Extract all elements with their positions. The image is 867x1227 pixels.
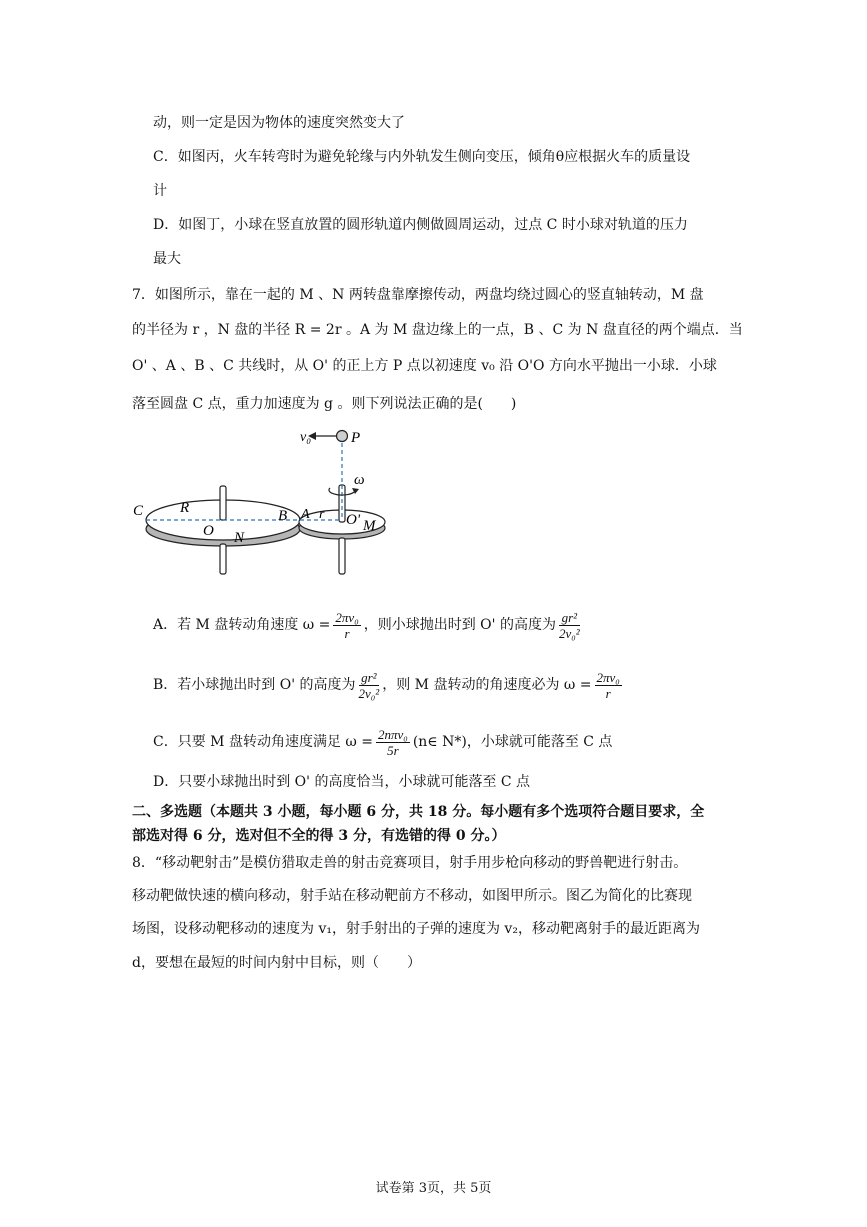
question-7-line: 7．如图所示，靠在一起的 M 、N 两转盘靠摩擦传动，两盘均绕过圆心的竖直轴转动，M 盘 [132,287,704,303]
numerator: 2πv₀ [335,609,359,625]
option-a-text: ，则小球抛出时到 O' 的高度为 [363,617,556,633]
question-8-line: 场图，设移动靶移动的速度为 v₁，射手射出的子弹的速度为 v₂，移动靶离射手的最近距离为 [132,921,700,937]
text-line: 计 [153,183,167,199]
numerator: 2nπv₀ [378,726,408,742]
option-c-text: C．只要 M 盘转动角速度满足 ω = [153,734,373,750]
n-axle-bottom [220,544,226,574]
option-d-line: D．如图丁，小球在竖直放置的圆形轨道内侧做圆周运动，过点 C 时小球对轨道的压力 [153,217,688,233]
label-r-big: R [180,500,190,516]
label-omega: ω [354,472,365,488]
option-b [153,664,625,706]
option-b-text: B．若小球抛出时到 O' 的高度为 [153,677,356,693]
question-8-line: 移动靶做快速的横向移动，射手站在移动靶前方不移动，如图甲所示。图乙为简化的比赛现 [132,888,692,904]
fraction [376,727,410,758]
denominator: 5r [387,742,399,758]
numerator: gr² [359,670,380,686]
text-line: 动，则一定是因为物体的速度突然变大了 [153,115,405,131]
option-c [153,721,612,763]
label-o: O [203,523,214,539]
denominator: r [344,625,350,641]
m-axle-bottom [339,538,345,574]
label-a: A [301,507,310,522]
label-p: P [351,430,361,446]
fraction [595,670,622,701]
option-b-text: ，则 M 盘转动的角速度必为 ω = [382,677,592,693]
label-n: N [234,530,245,546]
denominator: r [605,685,611,701]
question-7-line: 的半径为 r ，N 盘的半径 R = 2r 。A 为 M 盘边缘上的一点，B 、C 为 N 盘直径的两个端点．当 [132,322,743,338]
question-7-line: 落至圆盘 C 点，重力加速度为 g 。则下列说法正确的是( ) [132,396,517,412]
option-c-text: (n∈ N*)，小球就可能落至 C 点 [412,734,613,750]
text-line: 最大 [153,251,181,267]
label-b: B [278,508,288,524]
label-v0: v₀ [300,430,312,445]
question-8-line: 8．“移动靶射击”是模仿猎取走兽的射击竞赛项目，射手用步枪向移动的野兽靶进行射击。 [132,855,688,871]
question-8-line: d，要想在最短的时间内射中目标，则（ ） [132,955,421,971]
option-d: D．只要小球抛出时到 O' 的高度恰当，小球就可能落至 C 点 [153,774,531,790]
denominator: 2v₀² [358,685,380,701]
label-r-small: r [319,507,325,522]
fraction [359,670,380,701]
option-c-line: C．如图丙，火车转弯时为避免轮缘与内外轨发生侧向变压，倾角θ应根据火车的质量设 [153,149,691,165]
fraction [333,610,360,641]
page-footer: 试卷第 3页，共 5页 [375,1181,492,1196]
label-m: M [363,518,376,534]
option-a-text: A．若 M 盘转动角速度 ω = [153,617,331,633]
label-o-prime: O' [346,512,361,528]
numerator: gr² [559,610,580,626]
ball-p [337,431,348,442]
question-7-line: O' 、A 、B 、C 共线时，从 O' 的正上方 P 点以初速度 v₀ 沿 O'O 方向水平抛出一小球．小球 [132,358,717,374]
n-axle-top [220,486,226,520]
turntable-figure [130,422,400,582]
section-heading: 部选对得 6 分，选对但不全的得 3 分，有选错的得 0 分。） [132,828,506,844]
option-a [153,604,583,646]
fraction [559,610,580,641]
section-heading: 二、多选题（本题共 3 小题，每小题 6 分，共 18 分。每小题有多个选项符合题目要求，全 [132,804,705,820]
label-c: C [133,503,144,519]
numerator: 2πv₀ [596,669,620,685]
denominator: 2v₀² [558,625,580,641]
